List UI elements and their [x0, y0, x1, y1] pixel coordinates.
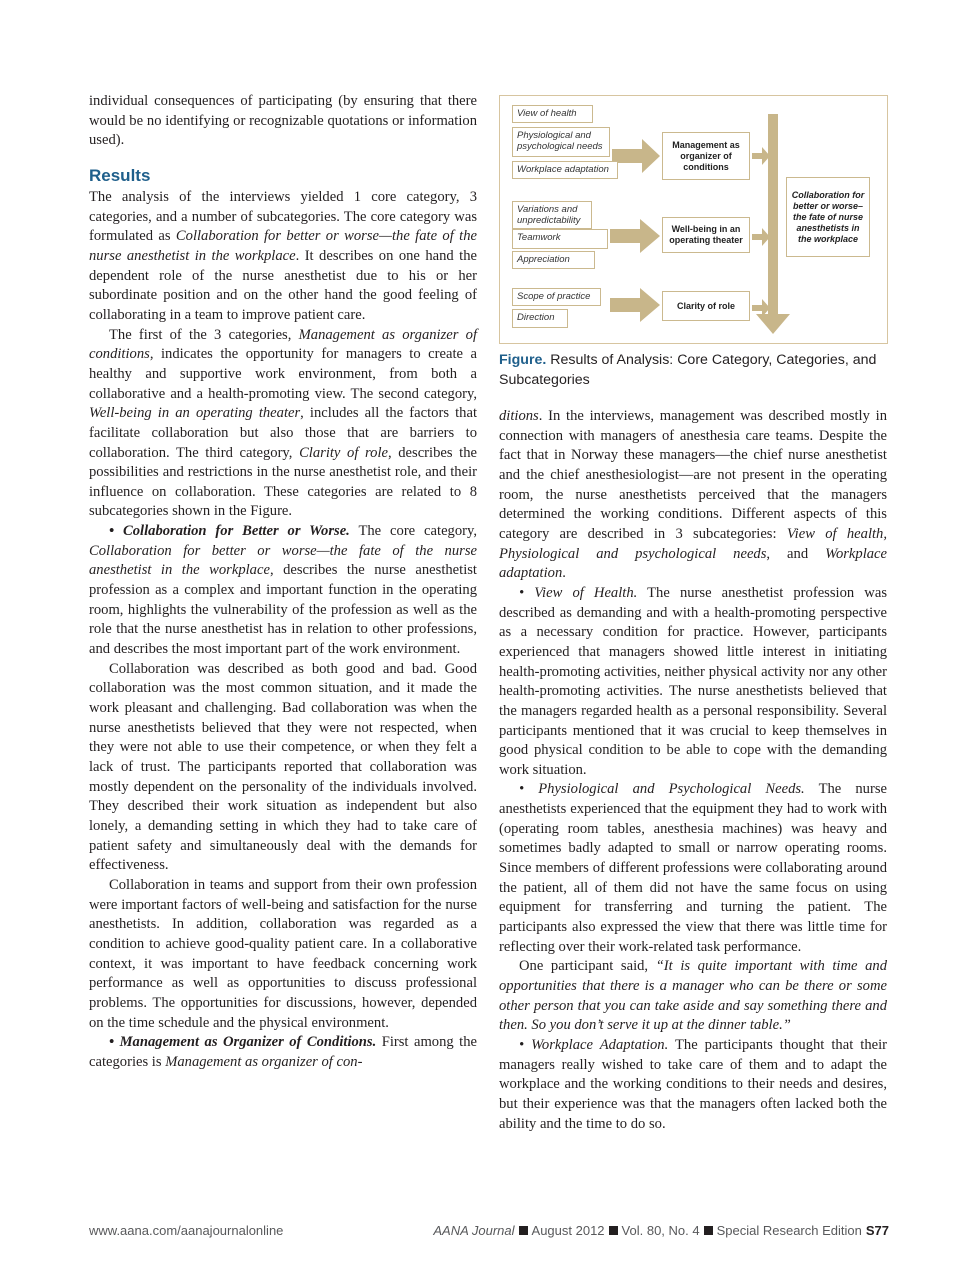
subcat-variations: Variations and unpredictability	[512, 201, 592, 229]
separator-square-icon	[704, 1226, 713, 1235]
category-clarity-of-role: Clarity of role	[662, 291, 750, 321]
subcat-appreciation: Appreciation	[512, 251, 595, 269]
page-number: S77	[865, 1223, 889, 1238]
subcat-teamwork: Teamwork	[512, 229, 608, 249]
core-category-term: Collaboration for better or worse—the fate of the nurse anesthetist in the workplace	[89, 228, 477, 264]
management-continued: ditions. In the interviews, management was described mostly in connection with managers of anesthesia care teams. Despite the fact that in Norway these managers—the chief nurse anesthetist and the chief anesthesiologist—are not present in the operating room, the nurse anesthetists perceived that the managers determined the working conditions. Different aspects of this category are described in 3 subcategories: View of health, Physiological and psychological needs, and Workplace adaptation.	[499, 408, 887, 582]
separator-square-icon	[609, 1226, 618, 1235]
footer-url[interactable]: www.aana.com/aanajournalonline	[89, 1223, 284, 1238]
footer-date: August 2012	[531, 1223, 605, 1238]
intro-paragraph-end: individual consequences of participating (by ensuring that there would be no identifying or recognizable quotations or information used).	[89, 93, 477, 149]
view-of-health-paragraph: • View of Health. The nurse anesthetist profession was described as demanding and with a health-promoting perspective as a necessary condition for practice. However, participants experienced that managers showed little interest in initiating health-promoting activities, neither physical activity nor any other health-promoting activities. The nurse anesthetists believed that the managers regarded health as a personal responsibility. Several participants mentioned that it was crucial to keep themselves in good physical condition to be able to cope with the demanding work situation.	[499, 584, 887, 778]
left-column	[89, 92, 477, 1073]
arrow-management-to-core	[752, 147, 770, 165]
participant-quote-paragraph: One participant said, “It is quite important with time and opportunities that there is a manager who can be there or some other person that you can take aside and say something there and then. So you don’t serve it up at the dinner table.”	[499, 958, 887, 1034]
right-column	[499, 407, 887, 1134]
footer-edition: Special Research Edition	[716, 1223, 862, 1238]
figure-caption-text: Results of Analysis: Core Category, Categories, and Subcategories	[499, 352, 877, 388]
page-footer	[89, 1223, 889, 1241]
subcat-view-of-health: View of health	[512, 105, 593, 123]
separator-square-icon	[519, 1226, 528, 1235]
category-wellbeing: Well-being in an operating theater	[662, 217, 750, 253]
subcat-scope-of-practice: Scope of practice	[512, 288, 601, 306]
arrow-subcats-to-wellbeing	[610, 219, 660, 253]
management-paragraph: • Management as Organizer of Conditions. First among the categories is Management as organizer of con-	[89, 1034, 477, 1070]
workplace-adaptation-subheading: • Workplace Adaptation.	[519, 1037, 669, 1053]
management-subheading: • Management as Organizer of Conditions.	[109, 1034, 377, 1051]
footer-volume: Vol. 80, No. 4	[621, 1223, 700, 1238]
results-figure	[499, 95, 888, 344]
subcat-workplace-adaptation: Workplace adaptation	[512, 161, 618, 179]
footer-journal: AANA Journal	[433, 1223, 515, 1238]
teams-paragraph: Collaboration in teams and support from their own profession were important factors of well-being and satisfaction for the nurse anesthetists. In addition, collaboration was regarded as a condition to achieve good-quality patient care. In a collaborative context, it was important to have feedback concerning work performance as well as opportunities to discuss professional problems. The opportunities for discussions, however, depended on the time schedule and the physical environment.	[89, 876, 477, 1031]
participant-quote: “It is quite important with time and opportunities that there is a manager who can be there or some other person that you can take aside and say something there and then. So you don’t serve it up at the dinner table.”	[499, 958, 887, 1034]
subcat-direction: Direction	[512, 309, 568, 328]
physiological-needs-subheading: • Physiological and Psychological Needs.	[519, 781, 805, 798]
core-category-box: Collaboration for better or worse–the fate of nurse anesthetists in the workplace	[786, 177, 870, 257]
core-category-subheading: • Collaboration for Better or Worse.	[109, 523, 350, 540]
figure-caption-label: Figure.	[499, 352, 547, 368]
physiological-needs-paragraph: • Physiological and Psychological Needs. The nurse anesthetists experienced that the equipment they had to work with (operating room tables, anesthesia machines) was heavy and sometimes badly adapted to small or narrow operating rooms. Since members of different professions were collaborating around the patient, all of them did not have the same focus on using equipment for transferring and turning the patient. The participants also expressed the view that there was little time for reflecting over their work-related task performance.	[499, 781, 887, 955]
figure-caption	[499, 350, 891, 390]
arrow-subcats-to-management	[612, 139, 660, 173]
footer-citation	[433, 1223, 889, 1238]
subcat-physiological-needs: Physiological and psychological needs	[512, 127, 610, 157]
workplace-adaptation-paragraph: • Workplace Adaptation. The participants thought that their managers really wished to take care of them and to adapt the workplace and the working conditions to their needs and desires, but their experience was that the managers often lacked both the ability and the time to do so.	[499, 1037, 888, 1132]
results-paragraph-2: The first of the 3 categories, Management as organizer of conditions, indicates the opportunity for managers to create a healthy and supportive work environment, from both a collaborative and a health-promoting view. The second category, Well-being in an operating theater, includes all the factors that facilitate collaboration but also those that are barriers to collaboration. The third category, Clarity of role, describes the possibilities and restrictions in the nurse anesthetist role, and their influence on collaboration. These categories are related to 8 subcategories shown in the Figure.	[89, 326, 478, 520]
arrow-subcats-to-clarity	[610, 288, 660, 322]
collaboration-paragraph: Collaboration was described as both good and bad. Good collaboration was the most common situation, and it made the work pleasant and challenging. Bad collaboration was when the nurse anesthetists believed that they were not respected, when they were not able to use their competence, or when they felt a lack of trust. The participants reported that collaboration was mostly dependent on the personality of the individuals involved. They described their work situation as independent but also lonely, a demanding setting in which they had to take care of patient safety and simultaneously deal with the demands for effectiveness.	[89, 660, 477, 874]
view-of-health-subheading: • View of Health.	[519, 584, 638, 601]
core-down-arrow	[756, 114, 790, 334]
core-category-paragraph: • Collaboration for Better or Worse. The core category, Collaboration for better or worse—the fate of the nurse anesthetist in the workplace, describes the nurse anesthetist profession as a complex and important function in the operating room, highlights the vulnerability of the profession as well as the role that the nurse anesthetist has in relation to other professions, and describes the most important part of the work environment.	[89, 523, 477, 658]
results-heading: Results	[89, 165, 151, 185]
results-paragraph-1: The analysis of the interviews yielded 1 core category, 3 categories, and a number of subcategories. The core category was formulated as Collaboration for better or worse—the fate of the nurse anesthetist in the workplace. It describes on one hand the dependent role of the nurse anesthetist due to his or her subordinate position and on the other hand the good feeling of collaborating in a team to improve patient care.	[89, 188, 477, 323]
category-management: Management as organizer of conditions	[662, 132, 750, 180]
